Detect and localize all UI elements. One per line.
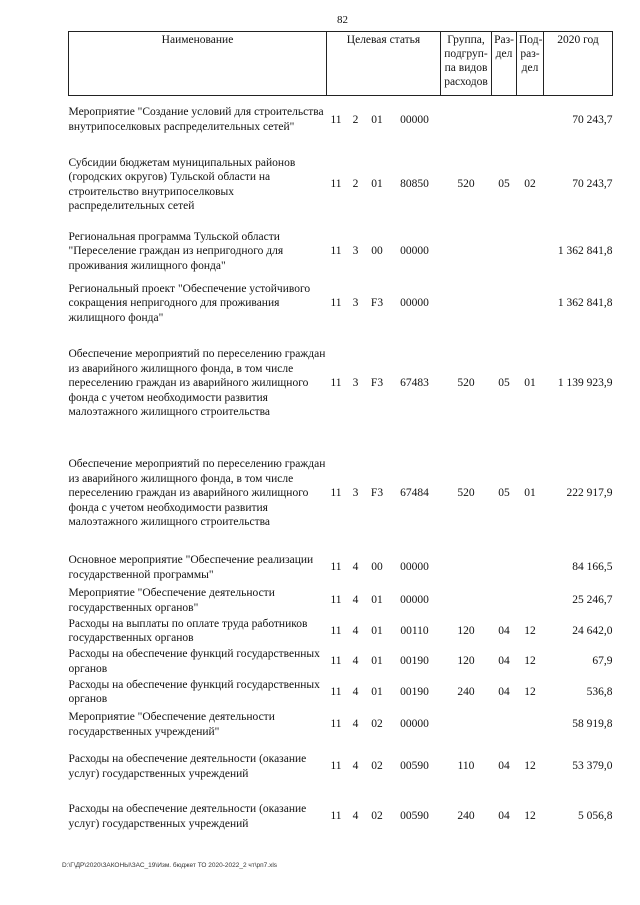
group-code — [441, 708, 492, 742]
code-a: 11 — [330, 624, 342, 637]
table-header-row — [69, 32, 613, 96]
row-name: Региональный проект "Обеспечение устойчивого сокращения непригодного для проживания жилищного фонда" — [68, 282, 311, 324]
code-b: 4 — [352, 685, 359, 698]
page-number: 82 — [337, 14, 348, 26]
podrazdel-code: 12 — [524, 760, 536, 773]
razdel-code: 05 — [498, 178, 510, 191]
table-row — [69, 278, 613, 330]
code-b: 4 — [352, 718, 359, 731]
code-d: 67483 — [400, 377, 429, 390]
razdel-code: 05 — [498, 377, 510, 390]
group-code: 120 — [457, 655, 475, 668]
code-a: 11 — [330, 113, 342, 126]
code-b: 4 — [352, 561, 359, 574]
code-d: 67484 — [400, 487, 429, 500]
table-row — [69, 226, 613, 278]
header-year: 2020 год — [544, 32, 613, 96]
group-code: 520 — [457, 487, 475, 500]
code-c: 01 — [371, 685, 383, 698]
code-d: 00190 — [400, 655, 429, 668]
code-c: F3 — [370, 377, 384, 390]
code-d: 00590 — [400, 760, 429, 773]
code-d: 00000 — [400, 594, 429, 607]
row-name: Мероприятие "Обеспечение деятельности государственных учреждений" — [68, 711, 275, 738]
code-a: 11 — [330, 178, 342, 191]
code-d: 00590 — [400, 810, 429, 823]
group-code: 120 — [457, 624, 475, 637]
row-name: Мероприятие "Создание условий для строительства внутрипоселковых распределительных сетей" — [68, 106, 324, 133]
row-name: Расходы на обеспечение деятельности (оказание услуг) государственных учреждений — [68, 803, 307, 830]
group-code: 520 — [457, 178, 475, 191]
code-b: 4 — [352, 760, 359, 773]
podrazdel-code — [517, 586, 544, 616]
razdel-code — [492, 708, 517, 742]
code-c: F3 — [370, 487, 384, 500]
table-row — [69, 550, 613, 586]
row-name: Обеспечение мероприятий по переселению граждан из аварийного жилищного фонда, в том числе переселению граждан из аварийного жилищного фонда с учетом необходимости развития малоэтажного жилищного строительства — [68, 348, 326, 419]
group-code — [441, 550, 492, 586]
amount: 1 139 923,9 — [557, 377, 613, 390]
podrazdel-code — [517, 550, 544, 586]
row-name: Обеспечение мероприятий по переселению граждан из аварийного жилищного фонда, в том числе переселению граждан из аварийного жилищного фонда с учетом необходимости развития малоэтажного жилищного строительства — [68, 458, 326, 529]
row-name: Расходы на обеспечение функций государственных органов — [68, 648, 320, 675]
code-d: 00000 — [400, 113, 429, 126]
code-a: 11 — [330, 594, 342, 607]
code-c: 01 — [371, 594, 383, 607]
code-c: 01 — [371, 624, 383, 637]
amount: 1 362 841,8 — [557, 297, 613, 310]
code-a: 11 — [330, 487, 342, 500]
amount: 58 919,8 — [572, 718, 613, 731]
amount: 25 246,7 — [572, 594, 613, 607]
amount: 84 166,5 — [572, 561, 613, 574]
code-b: 4 — [352, 624, 359, 637]
code-c: 02 — [371, 718, 383, 731]
code-b: 3 — [352, 245, 359, 258]
amount: 24 642,0 — [572, 624, 613, 637]
table-row — [69, 616, 613, 647]
code-a: 11 — [330, 297, 342, 310]
header-group: Группа, подгруп-па видов расходов — [441, 32, 492, 96]
code-b: 4 — [352, 594, 359, 607]
podrazdel-code — [517, 278, 544, 330]
row-name: Мероприятие "Обеспечение деятельности государственных органов" — [68, 587, 275, 614]
razdel-code — [492, 226, 517, 278]
group-code — [441, 278, 492, 330]
razdel-code: 05 — [498, 487, 510, 500]
podrazdel-code: 02 — [524, 178, 536, 191]
amount: 70 243,7 — [572, 113, 613, 126]
code-a: 11 — [330, 655, 342, 668]
podrazdel-code — [517, 96, 544, 144]
razdel-code: 04 — [498, 685, 510, 698]
row-name: Расходы на выплаты по оплате труда работников государственных органов — [68, 617, 308, 644]
table-row — [69, 677, 613, 708]
amount: 1 362 841,8 — [557, 245, 613, 258]
code-d: 00000 — [400, 718, 429, 731]
table-row — [69, 438, 613, 550]
podrazdel-code: 12 — [524, 810, 536, 823]
table-row — [69, 792, 613, 842]
razdel-code — [492, 586, 517, 616]
code-c: 00 — [371, 561, 383, 574]
code-d: 80850 — [400, 178, 429, 191]
table-row — [69, 96, 613, 144]
code-c: 02 — [371, 810, 383, 823]
razdel-code: 04 — [498, 624, 510, 637]
table-row — [69, 586, 613, 616]
table-row — [69, 647, 613, 677]
group-code: 110 — [457, 760, 475, 773]
razdel-code — [492, 550, 517, 586]
podrazdel-code: 01 — [524, 377, 536, 390]
table-row — [69, 330, 613, 438]
group-code: 240 — [457, 685, 475, 698]
row-name: Расходы на обеспечение деятельности (оказание услуг) государственных учреждений — [68, 753, 307, 780]
amount: 536,8 — [586, 685, 613, 698]
code-b: 4 — [352, 810, 359, 823]
code-b: 3 — [352, 487, 359, 500]
group-code: 520 — [457, 377, 475, 390]
podrazdel-code: 12 — [524, 685, 536, 698]
row-name: Субсидии бюджетам муниципальных районов (городских округов) Тульской области на строительство внутрипоселковых распределительных сетей — [68, 156, 296, 212]
amount: 222 917,9 — [566, 487, 613, 500]
code-b: 4 — [352, 655, 359, 668]
amount: 67,9 — [592, 655, 613, 668]
row-name: Расходы на обеспечение функций государственных органов — [68, 678, 320, 705]
group-code: 240 — [457, 810, 475, 823]
code-d: 00000 — [400, 297, 429, 310]
razdel-code: 04 — [498, 655, 510, 668]
code-d: 00190 — [400, 685, 429, 698]
header-target: Целевая статья — [327, 32, 441, 96]
group-code — [441, 586, 492, 616]
table-row — [69, 144, 613, 226]
code-a: 11 — [330, 810, 342, 823]
group-code — [441, 96, 492, 144]
code-b: 2 — [352, 113, 359, 126]
table-row — [69, 742, 613, 792]
code-b: 3 — [352, 297, 359, 310]
budget-table — [68, 31, 613, 842]
amount: 5 056,8 — [578, 810, 613, 823]
code-a: 11 — [330, 377, 342, 390]
podrazdel-code: 01 — [524, 487, 536, 500]
amount: 53 379,0 — [572, 760, 613, 773]
code-c: 01 — [371, 113, 383, 126]
podrazdel-code: 12 — [524, 655, 536, 668]
code-a: 11 — [330, 760, 342, 773]
group-code — [441, 226, 492, 278]
code-d: 00110 — [400, 624, 429, 637]
podrazdel-code: 12 — [524, 624, 536, 637]
code-a: 11 — [330, 561, 342, 574]
code-d: 00000 — [400, 561, 429, 574]
razdel-code: 04 — [498, 760, 510, 773]
header-podrazdel: Под-раз-дел — [517, 32, 544, 96]
code-c: 01 — [371, 178, 383, 191]
podrazdel-code — [517, 708, 544, 742]
header-razdel: Раз-дел — [492, 32, 517, 96]
row-name: Основное мероприятие "Обеспечение реализации государственной программы" — [68, 554, 314, 581]
code-c: 02 — [371, 760, 383, 773]
code-b: 2 — [352, 178, 359, 191]
row-name: Региональная программа Тульской области "Переселение граждан из непригодного для проживания жилищного фонда" — [68, 230, 284, 272]
amount: 70 243,7 — [572, 178, 613, 191]
code-c: 01 — [371, 655, 383, 668]
code-b: 3 — [352, 377, 359, 390]
razdel-code: 04 — [498, 810, 510, 823]
razdel-code — [492, 278, 517, 330]
code-c: F3 — [370, 297, 384, 310]
code-a: 11 — [330, 245, 342, 258]
table-row — [69, 708, 613, 742]
code-d: 00000 — [400, 245, 429, 258]
razdel-code — [492, 96, 517, 144]
code-a: 11 — [330, 718, 342, 731]
file-path-footer: D:\Г\ДР\2020\ЗАКОНЫ\ЗАС_19\Изм. бюджет ТО 2020-2022_2 чт\рп7.xls — [62, 862, 278, 869]
code-a: 11 — [330, 685, 342, 698]
header-name: Наименование — [69, 32, 327, 96]
code-c: 00 — [371, 245, 383, 258]
podrazdel-code — [517, 226, 544, 278]
